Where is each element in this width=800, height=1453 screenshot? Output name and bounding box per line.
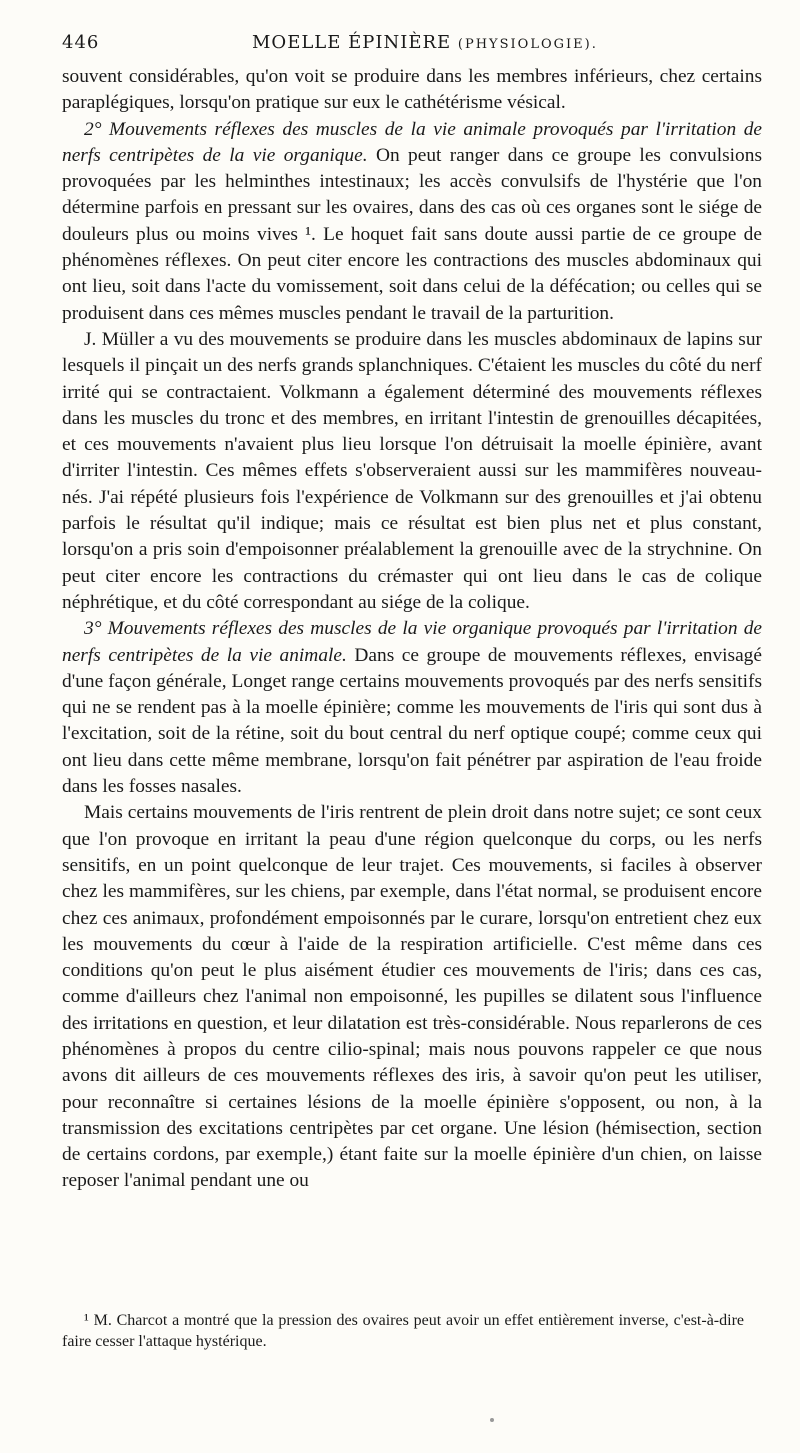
paragraph-text: J. Müller a vu des mouvements se produire dans les muscles abdominaux de lapins sur lesquels il pinçait un des nerfs grands splanchniques. C'étaient les muscles du côté du nerf irrité qui se contractaient. Volkmann a également déterminé des mouvements réflexes dans les muscles du tronc et des membres, en irritant l'intestin de grenouilles décapitées, et ces mouvements n'avaient plus lieu lorsque l'on détruisait la moelle épinière, avant d'irriter l'intestin. Ces mêmes effets s'observeraient aussi sur les mammifères nouveau-nés. J'ai répété plusieurs fois l'expérience de Volkmann sur des grenouilles et j'ai obtenu parfois le résultat qu'il indique; mais ce résultat est bien plus net et plus constant, lorsqu'on a pris soin d'empoisonner préalablement la grenouille avec de la strychnine. On peut citer encore les contractions du crémaster qui ont lieu dans le cas de colique néphrétique, et du côté correspondant au siége de la colique. [62,328,762,613]
paragraph-text: On peut ranger dans ce groupe les convulsions provoquées par les helminthes intestinaux; les accès convulsifs de l'hystérie que l'on détermine parfois en pressant sur les ovaires, dans des cas où ces organes sont le siége de douleurs plus ou moins vives ¹. Le hoquet fait sans doute aussi partie de ce groupe de phénomènes réflexes. On peut citer encore les contractions des muscles abdominaux qui ont lieu, soit dans l'acte du vomissement, soit dans celui de la défécation; ou celles qui se produisent dans ces mêmes muscles pendant le travail de la parturition. [62,144,762,324]
running-title [252,32,598,53]
paragraph-section-3 [62,616,762,800]
paragraph-continued [62,64,762,117]
body-text [62,64,762,1195]
running-head [62,28,762,64]
section-heading: 3° Mouvements réflexes des muscles de la vie organique provoqués par l'irritation de nerfs centripètes de la vie animale. [62,618,762,666]
paragraph-text: Dans ce groupe de mouvements réflexes, envisagé d'une façon générale, Longet range certains mouvements provoqués par des nerfs sensitifs qui ne se rendent pas à la moelle épinière; comme les mouvements de l'iris qui sont dus à l'excitation, soit de la rétine, soit du bout central du nerf optique coupé; comme ceux qui ont lieu dans cette même membrane, lorsqu'on fait pénétrer par aspiration de l'eau froide dans les fosses nasales. [62,644,762,798]
footnote-marker: ¹ [84,1312,89,1329]
page-number: 446 [62,32,100,53]
running-title-main: MOELLE ÉPINIÈRE [252,32,452,53]
paragraph-text: souvent considérables, qu'on voit se produire dans les membres inférieurs, chez certains paraplégiques, lorsqu'on pratique sur eux le cathétérisme vésical. [62,66,762,114]
running-title-subtitle: (PHYSIOLOGIE). [457,37,598,52]
paragraph-muller [62,327,762,616]
footnote [62,1310,744,1352]
paragraph-section-2 [62,117,762,327]
paragraph-iris [62,800,762,1194]
footnote-text: M. Charcot a montré que la pression des ovaires peut avoir un effet entièrement inverse, c'est-à-dire faire cesser l'attaque hystérique. [62,1312,744,1350]
paragraph-text: Mais certains mouvements de l'iris rentrent de plein droit dans notre sujet; ce sont ceux que l'on provoque en irritant la peau d'une région quelconque du corps, ou les nerfs sensitifs, en un point quelconque de leur trajet. Ces mouvements, si faciles à observer chez les mammifères, sur les chiens, par exemple, dans l'état normal, se produisent encore chez ces animaux, profondément empoisonnés par le curare, lorsqu'on entretient chez eux les mouvements du cœur à l'aide de la respiration artificielle. C'est même dans ces conditions qu'on peut le plus aisément étudier ces mouvements de l'iris; dans ces cas, comme d'ailleurs chez l'animal non empoisonné, les pupilles se dilatent sous l'influence des irritations en question, et leur dilatation est très-considérable. Nous reparlerons de ces phénomènes à propos du centre cilio-spinal; mais nous pouvons rappeler ce que nous avons dit ailleurs de ces mouvements réflexes des iris, à savoir qu'on peut les utiliser, pour reconnaître si certaines lésions de la moelle épinière s'opposent, ou non, à la transmission des excitations centripètes par cet organe. Une lésion (hémisection, section de certains cordons, par exemple,) étant faite sur la moelle épinière d'un chien, on laisse reposer l'animal pendant une ou [62,802,762,1192]
print-speck [490,1418,494,1422]
section-heading: 2° Mouvements réflexes des muscles de la vie animale provoqués par l'irritation de nerfs centripètes de la vie organique. [62,118,762,166]
